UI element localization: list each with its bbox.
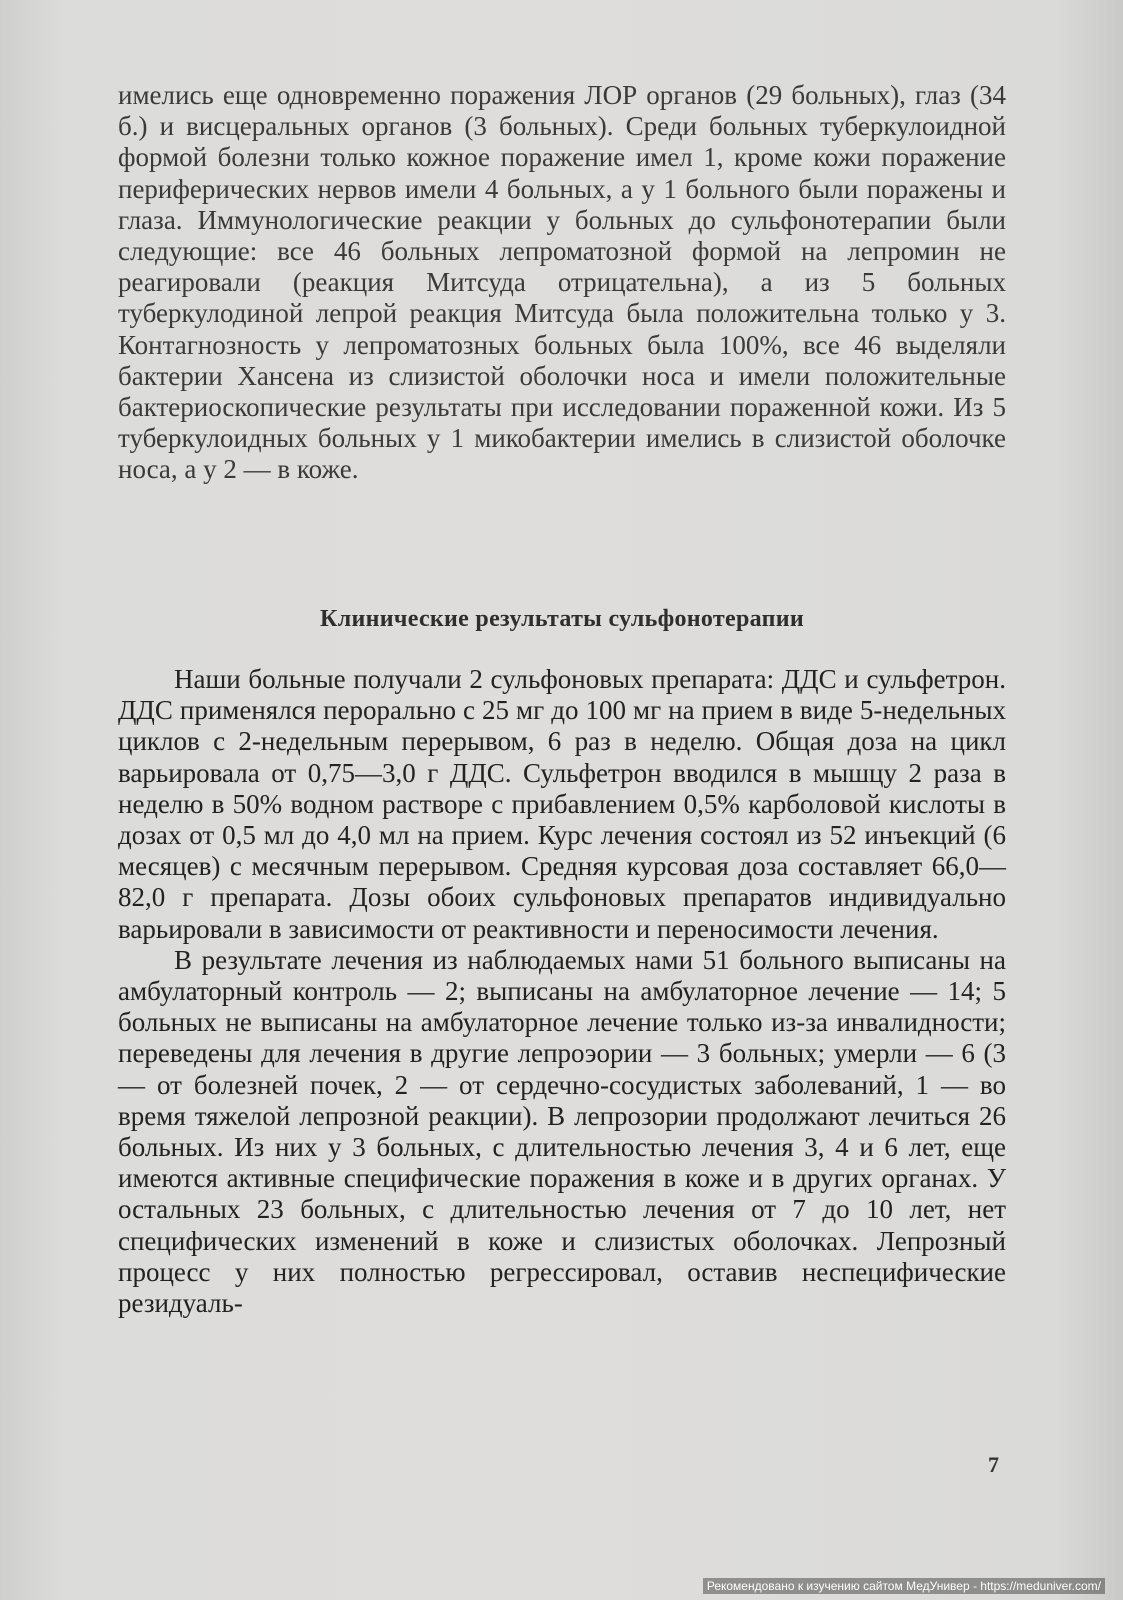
intro-text	[118, 80, 1006, 486]
paragraph-1: Наши больные получали 2 сульфоновых препарата: ДДС и сульфетрон. ДДС применялся перорально с 25 мг до 100 мг на прием в виде 5-недельных циклов с 2-недельным перерывом, 6 раз в неделю. Общая доза на цикл варьировала от 0,75—3,0 г ДДС. Сульфетрон вводился в мышцу 2 раза в неделю в 50% водном растворе с прибавлением 0,5% карболовой кислоты в дозах от 0,5 мл до 4,0 мл на прием. Курс лечения состоял из 52 инъекций (6 месяцев) с месячным перерывом. Средняя курсовая доза составляет 66,0—82,0 г препарата. Дозы обоих сульфоновых препаратов индивидуально варьировали в зависимости от реактивности и переносимости лечения.	[118, 664, 1006, 944]
page-number: 7	[988, 1452, 999, 1477]
footer-watermark: Рекомендовано к изучению сайтом МедУнивер - https://meduniver.com/	[703, 1578, 1105, 1594]
section-heading: Клинические результаты сульфонотерапии	[320, 606, 804, 632]
paragraph-2: В результате лечения из наблюдаемых нами 51 больного выписаны на амбулаторный контроль — 2; выписаны на амбулаторное лечение — 14; 5 больных не выписаны на амбулаторное лечение только из-за инвалидности; переведены для лечения в другие лепроэории — 3 больных; умерли — 6 (3 — от болезней почек, 2 — от сердечно-сосудистых заболеваний, 1 — во время тяжелой лепрозной реакции). В лепрозории продолжают лечиться 26 больных. Из них у 3 больных, с длительностью лечения 3, 4 и 6 лет, еще имеются активные специфические поражения в коже и в других органах. У остальных 23 больных, с длительностью лечения от 7 до 10 лет, нет специфических изменений в коже и слизистых оболочках. Лепрозный процесс у них полностью регрессировал, оставив неспецифические резидуаль-	[118, 944, 1006, 1319]
intro-paragraph: имелись еще одновременно поражения ЛОР органов (29 больных), глаз (34 б.) и висцеральных органов (3 больных). Среди больных туберкулоидной формой болезни только кожное поражение имел 1, кроме кожи поражение периферических нервов имели 4 больных, а у 1 больного были поражены и глаза. Иммунологические реакции у больных до сульфонотерапии были следующие: все 46 больных лепроматозной формой на лепромин не реагировали (реакция Митсуда отрицательна), а из 5 больных туберкулодиной лепрой реакция Митсуда была положительна только у 3. Контагнозность у лепроматозных больных была 100%, все 46 выделяли бактерии Хансена из слизистой оболочки носа и имели положительные бактериоскопические результаты при исследовании пораженной кожи. Из 5 туберкулоидных больных у 1 микобактерии имелись в слизистой оболочке носа, а у 2 — в коже.	[118, 80, 1006, 485]
section-body	[118, 664, 1006, 1319]
